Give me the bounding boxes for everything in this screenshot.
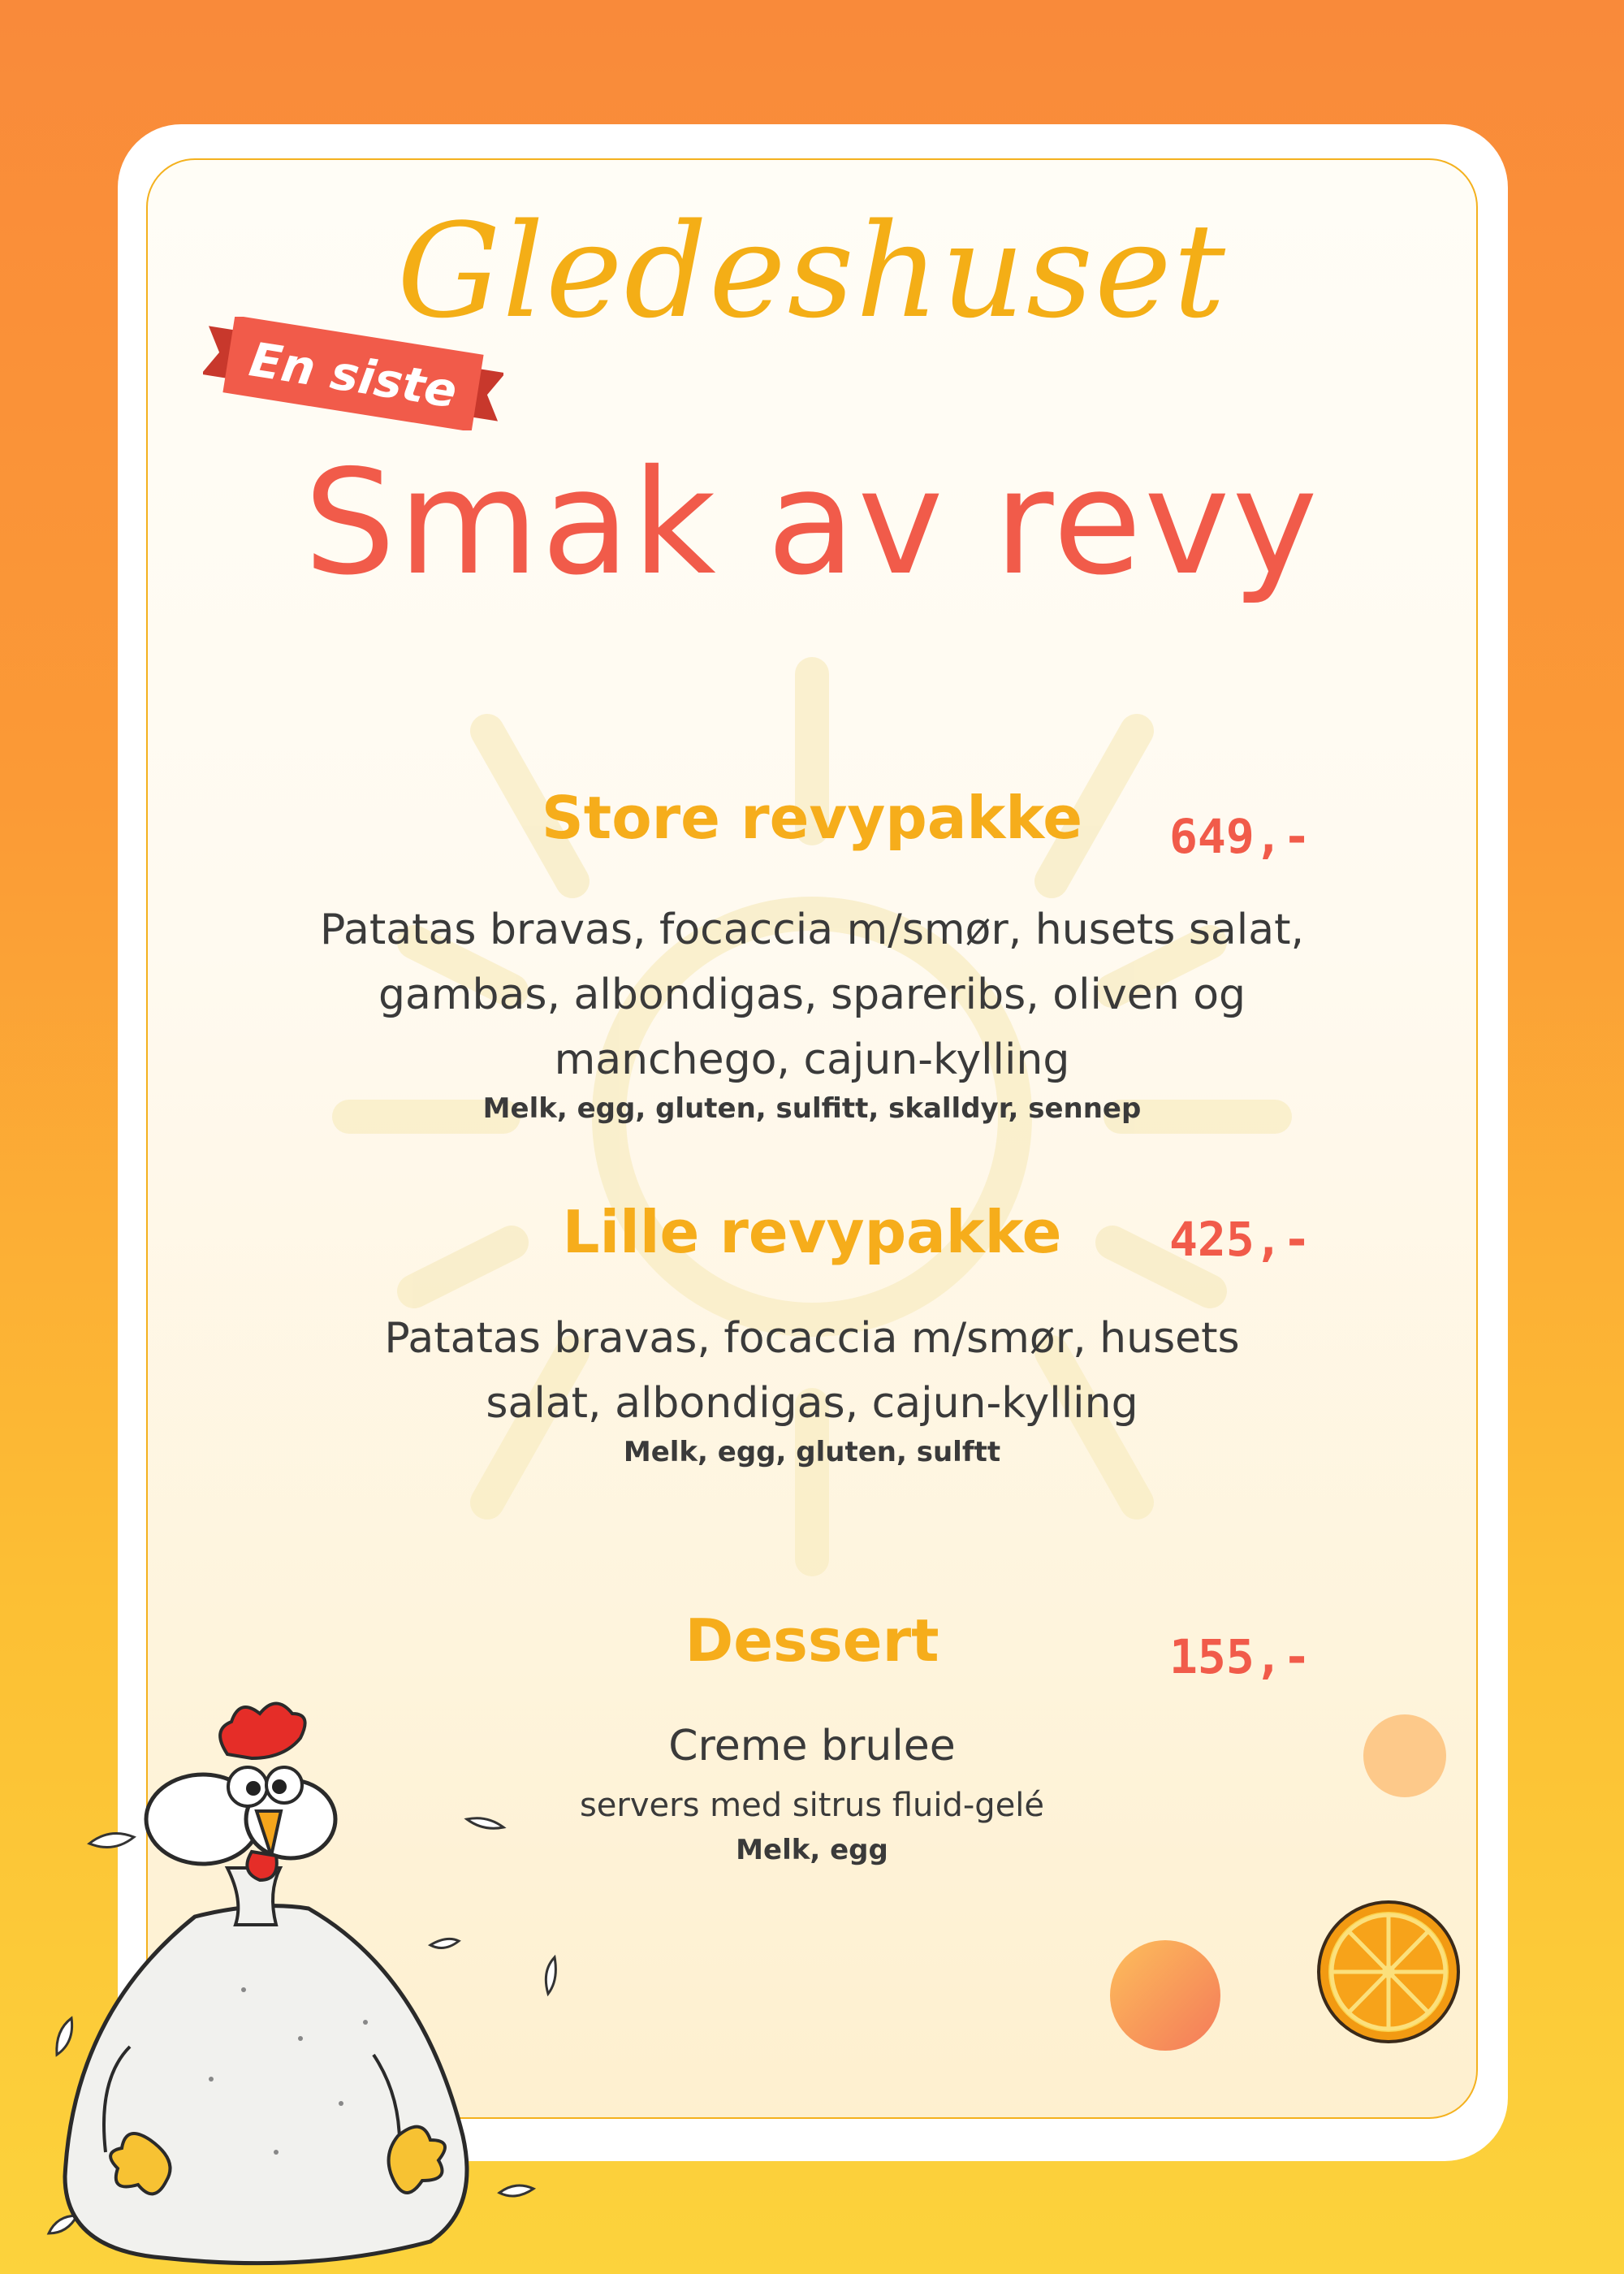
dessert-item: Creme brulee — [668, 1722, 956, 1770]
description-line: manchego, cajun-kylling — [554, 1035, 1070, 1084]
chicken-illustration-icon — [32, 1697, 568, 2274]
description-lille-revypakke — [268, 1306, 1356, 1436]
description-store-revypakke — [268, 897, 1356, 1092]
price-dessert: 155,- — [1169, 1629, 1311, 1684]
description-line: salat, albondigas, cajun-kylling — [486, 1379, 1138, 1428]
description-line: gambas, albondigas, spareribs, oliven og — [378, 971, 1246, 1019]
section-title-lille-revypakke: Lille revypakke — [562, 1198, 1062, 1266]
section-title-dessert: Dessert — [685, 1606, 939, 1675]
allergens-dessert: Melk, egg — [736, 1834, 888, 1866]
price-lille-revypakke: 425,- — [1169, 1212, 1311, 1267]
decor-circle — [1109, 1939, 1221, 2051]
section-title-store-revypakke: Store revypakke — [541, 784, 1083, 852]
ribbon-label: En siste — [245, 331, 461, 419]
price-store-revypakke: 649,- — [1169, 809, 1311, 864]
dessert-subtitle: servers med sitrus fluid-gelé — [579, 1787, 1045, 1824]
brand-logo: Gledeshuset — [396, 195, 1228, 347]
description-line: Patatas bravas, focaccia m/smør, husets salat, — [319, 906, 1305, 954]
page-title: Smak av revy — [304, 439, 1320, 607]
decor-circle — [1363, 1714, 1447, 1798]
orange-slice-icon — [1315, 1899, 1462, 2045]
allergens-lille-revypakke: Melk, egg, gluten, sulftt — [623, 1436, 1001, 1468]
description-line: Patatas bravas, focaccia m/smør, husets — [384, 1314, 1240, 1363]
allergens-store-revypakke: Melk, egg, gluten, sulfitt, skalldyr, sennep — [482, 1092, 1142, 1125]
